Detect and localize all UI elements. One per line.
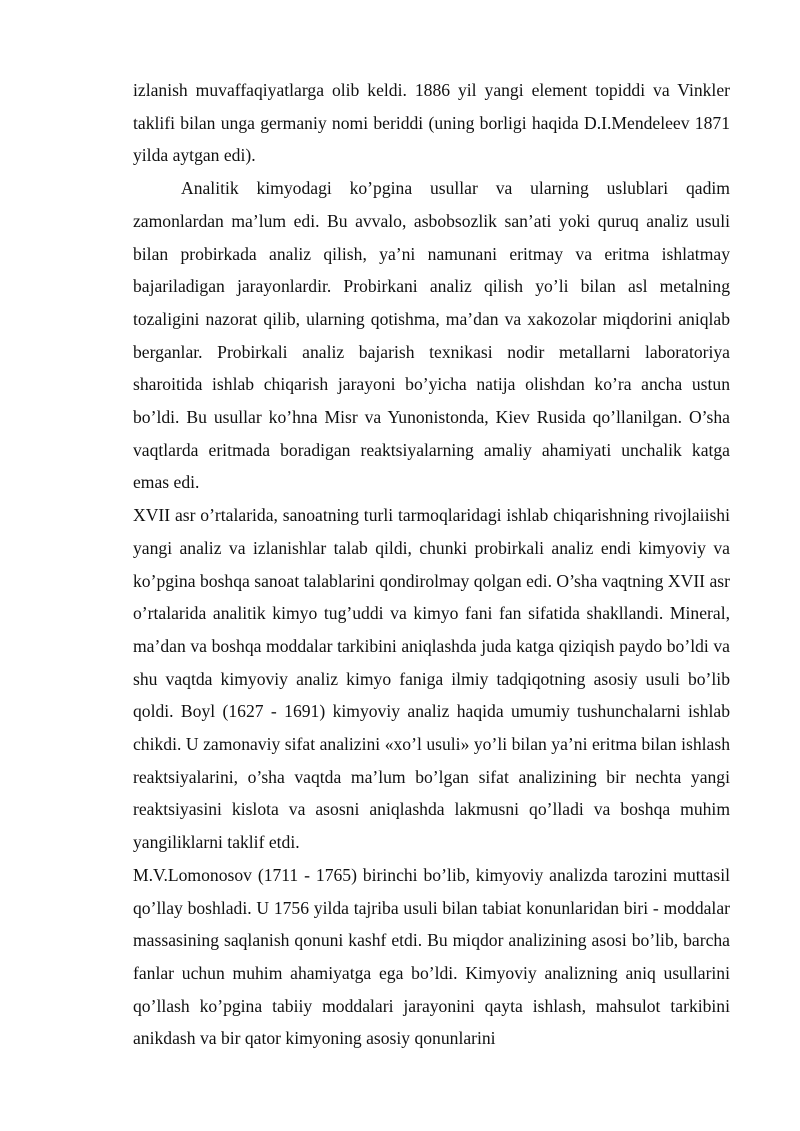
paragraph-4: M.V.Lomonosov (1711 - 1765) birinchi bo’lib, kimyoviy analizda tarozini muttasil qo’llay boshladi. U 1756 yilda tajriba usuli bilan tabiat konunlaridan biri - moddalar massasining saqlanish qonuni kashf etdi. Bu miqdor analizining asosi bo’lib, barcha fanlar uchun muhim ahamiyatga ega bo’ldi. Kimyoviy analizning aniq usullarini qo’llash ko’pgina tabiiy moddalari jarayonini qayta ishlash, mahsulot tarkibini anikdash va bir qator kimyoning asosiy qonunlarini — [133, 864, 730, 1049]
paragraph-2: Analitik kimyodagi ko’pgina usullar va ularning uslublari qadim zamonlardan ma’lum edi. Bu avvalo, asbobsozlik san’ati yoki quruq analiz usuli bilan probirkada analiz qilish, ya’ni namunani eritmay va eritma ishlatmay bajariladigan jarayonlardir. Probirkani analiz qilish yo’li bilan asl metalning tozaligini nazorat qilib, ularning qotishma, ma’dan va xakozolar miqdorini aniqlab berganlar. Probirkali analiz bajarish texnikasi nodir metallarni laboratoriya sharoitida ishlab chiqarish jarayoni bo’yicha natija olishdan ko’ra ancha ustun bo’ldi. Bu usullar ko’hna Misr va Yunonistonda, Kiev Rusida qo’llanilgan. O’sha vaqtlarda eritmada boradigan reaktsiyalarning amaliy ahamiyati unchalik katga emas edi. — [133, 178, 730, 493]
paragraph-3: XVII asr o’rtalarida, sanoatning turli tarmoqlaridagi ishlab chiqarishning rivojlaiishi yangi analiz va izlanishlar talab qildi, chunki probirkali analiz endi kimyoviy va ko’pgina boshqa sanoat talablarini qondirolmay qolgan edi. O’sha vaqtning XVII asr o’rtalarida analitik kimyo tug’uddi va kimyo fani fan sifatida shakllandi. Mineral, ma’dan va boshqa moddalar tarkibini aniqlashda juda katga qiziqish paydo bo’ldi va shu vaqtda kimyoviy analiz kimyo faniga ilmiy tadqiqotning asosiy usuli bo’lib qoldi. Boyl (1627 - 1691) kimyoviy analiz haqida umumiy tushunchalarni ishlab chikdi. U zamonaviy sifat analizini «xo’l usuli» yo’li bilan ya’ni eritma bilan ishlash reaktsiyalarini, o’sha vaqtda ma’lum bo’lgan sifat analizining bir nechta yangi reaktsiyasini kislota va asosni aniqlashda lakmusni qo’lladi va boshqa muhim yangiliklarni taklif etdi. — [133, 505, 730, 853]
paragraph-1: izlanish muvaffaqiyatlarga olib keldi. 1886 yil yangi element topiddi va Vinkler taklifi bilan unga germaniy nomi beriddi (uning borligi haqida D.I.Mendeleev 1871 yilda aytgan edi). — [133, 80, 730, 166]
body-text — [133, 74, 730, 1055]
